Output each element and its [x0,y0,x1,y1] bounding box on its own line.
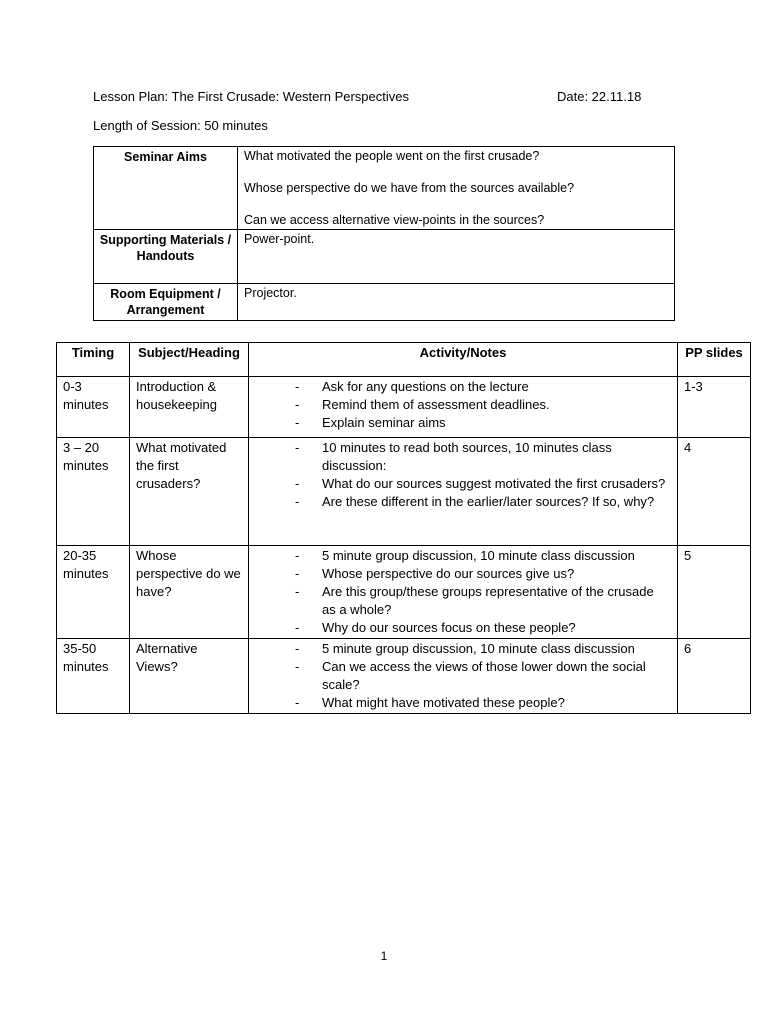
table-row [57,438,751,546]
activity-item: - 5 minute group discussion, 10 minute class discussion [295,547,671,565]
cell-subject: Whose perspective do we have? [130,546,249,639]
activity-item: - 5 minute group discussion, 10 minute class discussion [295,640,671,658]
activity-item: - Remind them of assessment deadlines. [295,396,671,414]
activity-item: - Whose perspective do our sources give us? [295,565,671,583]
cell-timing: 3 – 20 minutes [57,438,130,546]
lesson-title: Lesson Plan: The First Crusade: Western Perspectives [93,89,409,104]
cell-timing: 20-35 minutes [57,546,130,639]
info-value [238,147,675,230]
table-row [57,546,751,639]
info-label: Seminar Aims [94,147,238,230]
header-subject: Subject/Heading [130,343,249,377]
cell-subject: Alternative Views? [130,639,249,714]
cell-activity [249,377,678,438]
header-timing: Timing [57,343,130,377]
page-number: 1 [380,949,388,963]
table-row [57,377,751,438]
header-activity: Activity/Notes [249,343,678,377]
cell-subject: What motivated the first crusaders? [130,438,249,546]
lesson-plan-table [56,342,751,714]
info-label: Room Equipment / Arrangement [94,284,238,321]
info-value: Projector. [238,284,675,321]
cell-subject: Introduction & housekeeping [130,377,249,438]
info-row-aims [94,147,675,230]
table-row [57,639,751,714]
activity-item: - Explain seminar aims [295,414,671,432]
table-header-row [57,343,751,377]
cell-activity [249,438,678,546]
info-row-equipment [94,284,675,321]
info-value: Power-point. [238,230,675,284]
cell-pp-slides: 5 [678,546,751,639]
session-length: Length of Session: 50 minutes [93,118,268,133]
activity-item: - Ask for any questions on the lecture [295,378,671,396]
lesson-date: Date: 22.11.18 [557,89,642,104]
activity-item: - 10 minutes to read both sources, 10 minutes class discussion: [295,439,671,475]
aim-line: Whose perspective do we have from the sources available? [244,181,575,195]
info-table [93,146,675,321]
cell-activity [249,639,678,714]
cell-pp-slides: 4 [678,438,751,546]
header-line [93,89,653,107]
activity-item: - Can we access the views of those lower down the social scale? [295,658,671,694]
header-pp-slides: PP slides [678,343,751,377]
info-label: Supporting Materials / Handouts [94,230,238,284]
cell-activity [249,546,678,639]
cell-pp-slides: 6 [678,639,751,714]
cell-pp-slides: 1-3 [678,377,751,438]
activity-item: - What might have motivated these people? [295,694,671,712]
activity-item: - Are these different in the earlier/later sources? If so, why? [295,493,671,511]
cell-timing: 35-50 minutes [57,639,130,714]
activity-item: - What do our sources suggest motivated the first crusaders? [295,475,671,493]
activity-item: - Are this group/these groups representative of the crusade as a whole? [295,583,671,619]
aim-line: Can we access alternative view-points in the sources? [244,213,545,227]
aim-line: What motivated the people went on the first crusade? [244,149,540,163]
cell-timing: 0-3 minutes [57,377,130,438]
activity-item: - Why do our sources focus on these people? [295,619,671,637]
info-row-materials [94,230,675,284]
